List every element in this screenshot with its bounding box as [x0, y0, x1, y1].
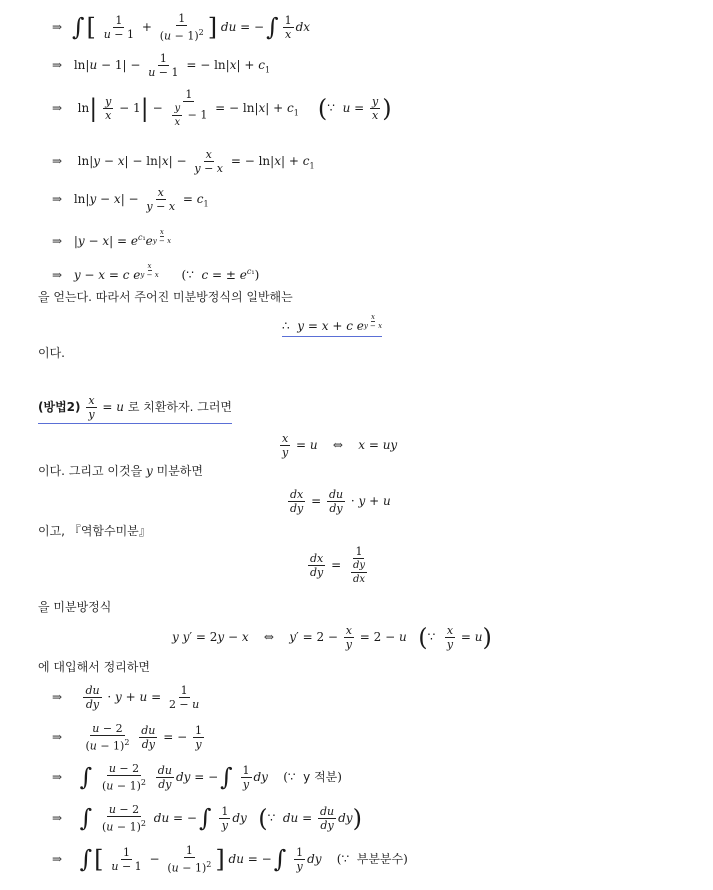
general-solution: ∴ y = x + c e $\frac{x}{y - x}$: [282, 318, 382, 337]
text-and-diff: 이다. 그리고 이것을 y 미분하면: [38, 464, 203, 478]
eq-4: ⇒ ln|y − x| − ln|x| − $\frac{x}{y - x}$ = − $\ln|x| + c_1$: [52, 148, 315, 175]
method2-label: (방법2): [38, 400, 81, 414]
text-de: 을 미분방정식: [38, 600, 112, 614]
eq-8: ⇒ $\frac{du}{dy}$ · y + u = $\frac{1}{2 - u}$: [52, 684, 200, 711]
eq-7: ⇒ y − x = c e $\frac{x}{y - x}$ (∵ c = ± $e^{c_1}$): [52, 262, 260, 282]
eq-sub: $\frac{x}{y}$ = u ⇔ x = uy: [282, 432, 398, 459]
eq-dxdy: $\frac{dx}{dy}$ = $\frac{du}{dy}$ · y + u: [290, 488, 391, 515]
eq-3: ⇒ ln| $\frac{y}{x}$ − 1| − 1 $\frac{y}{x}$ − 1 = − $\ln|x| + c_1$ (∵ u = $\frac{y}{x}$ ): [52, 88, 392, 128]
text-substitute: 로 치환하자. 그러면: [127, 400, 233, 414]
note-partial: 부분분수: [356, 851, 404, 866]
eq-2: ⇒ ln|u − 1| − $\frac{1}{u - 1}$ = − $\ln|x| + c_1$: [52, 52, 271, 79]
method2-line: (방법2) $\frac{x}{y}$ = u 로 치환하자. 그러면: [38, 394, 232, 424]
eq-de: y y′ = 2y − x ⇔ y′ = 2 − $\frac{x}{y}$ = 2 − u (∵ $\frac{x}{y}$ = u): [172, 623, 492, 652]
eq-10: ⇒ ∫ $\frac{u - 2}{(u - 1)^2}$ $\frac{du}{dy}$ dy = −∫ $\frac{1}{y}$ dy (∵ y 적분): [52, 762, 342, 793]
eq-6: ⇒ $|y - x| = e^{c_1}e$ $\frac{x}{y - x}$: [52, 228, 172, 248]
eq-11: ⇒ ∫ $\frac{u - 2}{(u - 1)^2}$ du = −∫ $\frac{1}{y}$ dy (∵ du = $\frac{du}{dy}$ dy): [52, 803, 362, 834]
eq-9: ⇒ $\frac{u - 2}{(u - 1)^2}$ $\frac{du}{dy}$ = − $\frac{1}{y}$: [52, 722, 202, 753]
text-inverse: 이고, 『역함수미분』: [38, 524, 151, 538]
eq-1: ⇒ ∫[ $\frac{1}{u - 1}$ + $\frac{1}{(u - 1)^2}$ ] du = −∫ $\frac{1}{x}$ dx: [52, 12, 311, 43]
eq-12: ⇒ ∫[ $\frac{1}{u - 1}$ − $\frac{1}{(u - 1)^2}$ ] du = −∫ $\frac{1}{y}$ dy (∵ 부분분수): [52, 844, 408, 875]
eq-inverse: $\frac{dx}{dy}$ = 1 $\frac{dy}{dx}$: [310, 545, 366, 585]
text-is: 이다.: [38, 346, 65, 360]
eq-5: ⇒ ln|y − x| − $\frac{x}{y - x}$ = $c_1$: [52, 186, 209, 213]
text-obtain: 을 얻는다. 따라서 주어진 미분방정식의 일반해는: [38, 290, 293, 304]
note-integrate: y 적분: [303, 769, 338, 784]
text-plug-in: 에 대입해서 정리하면: [38, 660, 150, 674]
